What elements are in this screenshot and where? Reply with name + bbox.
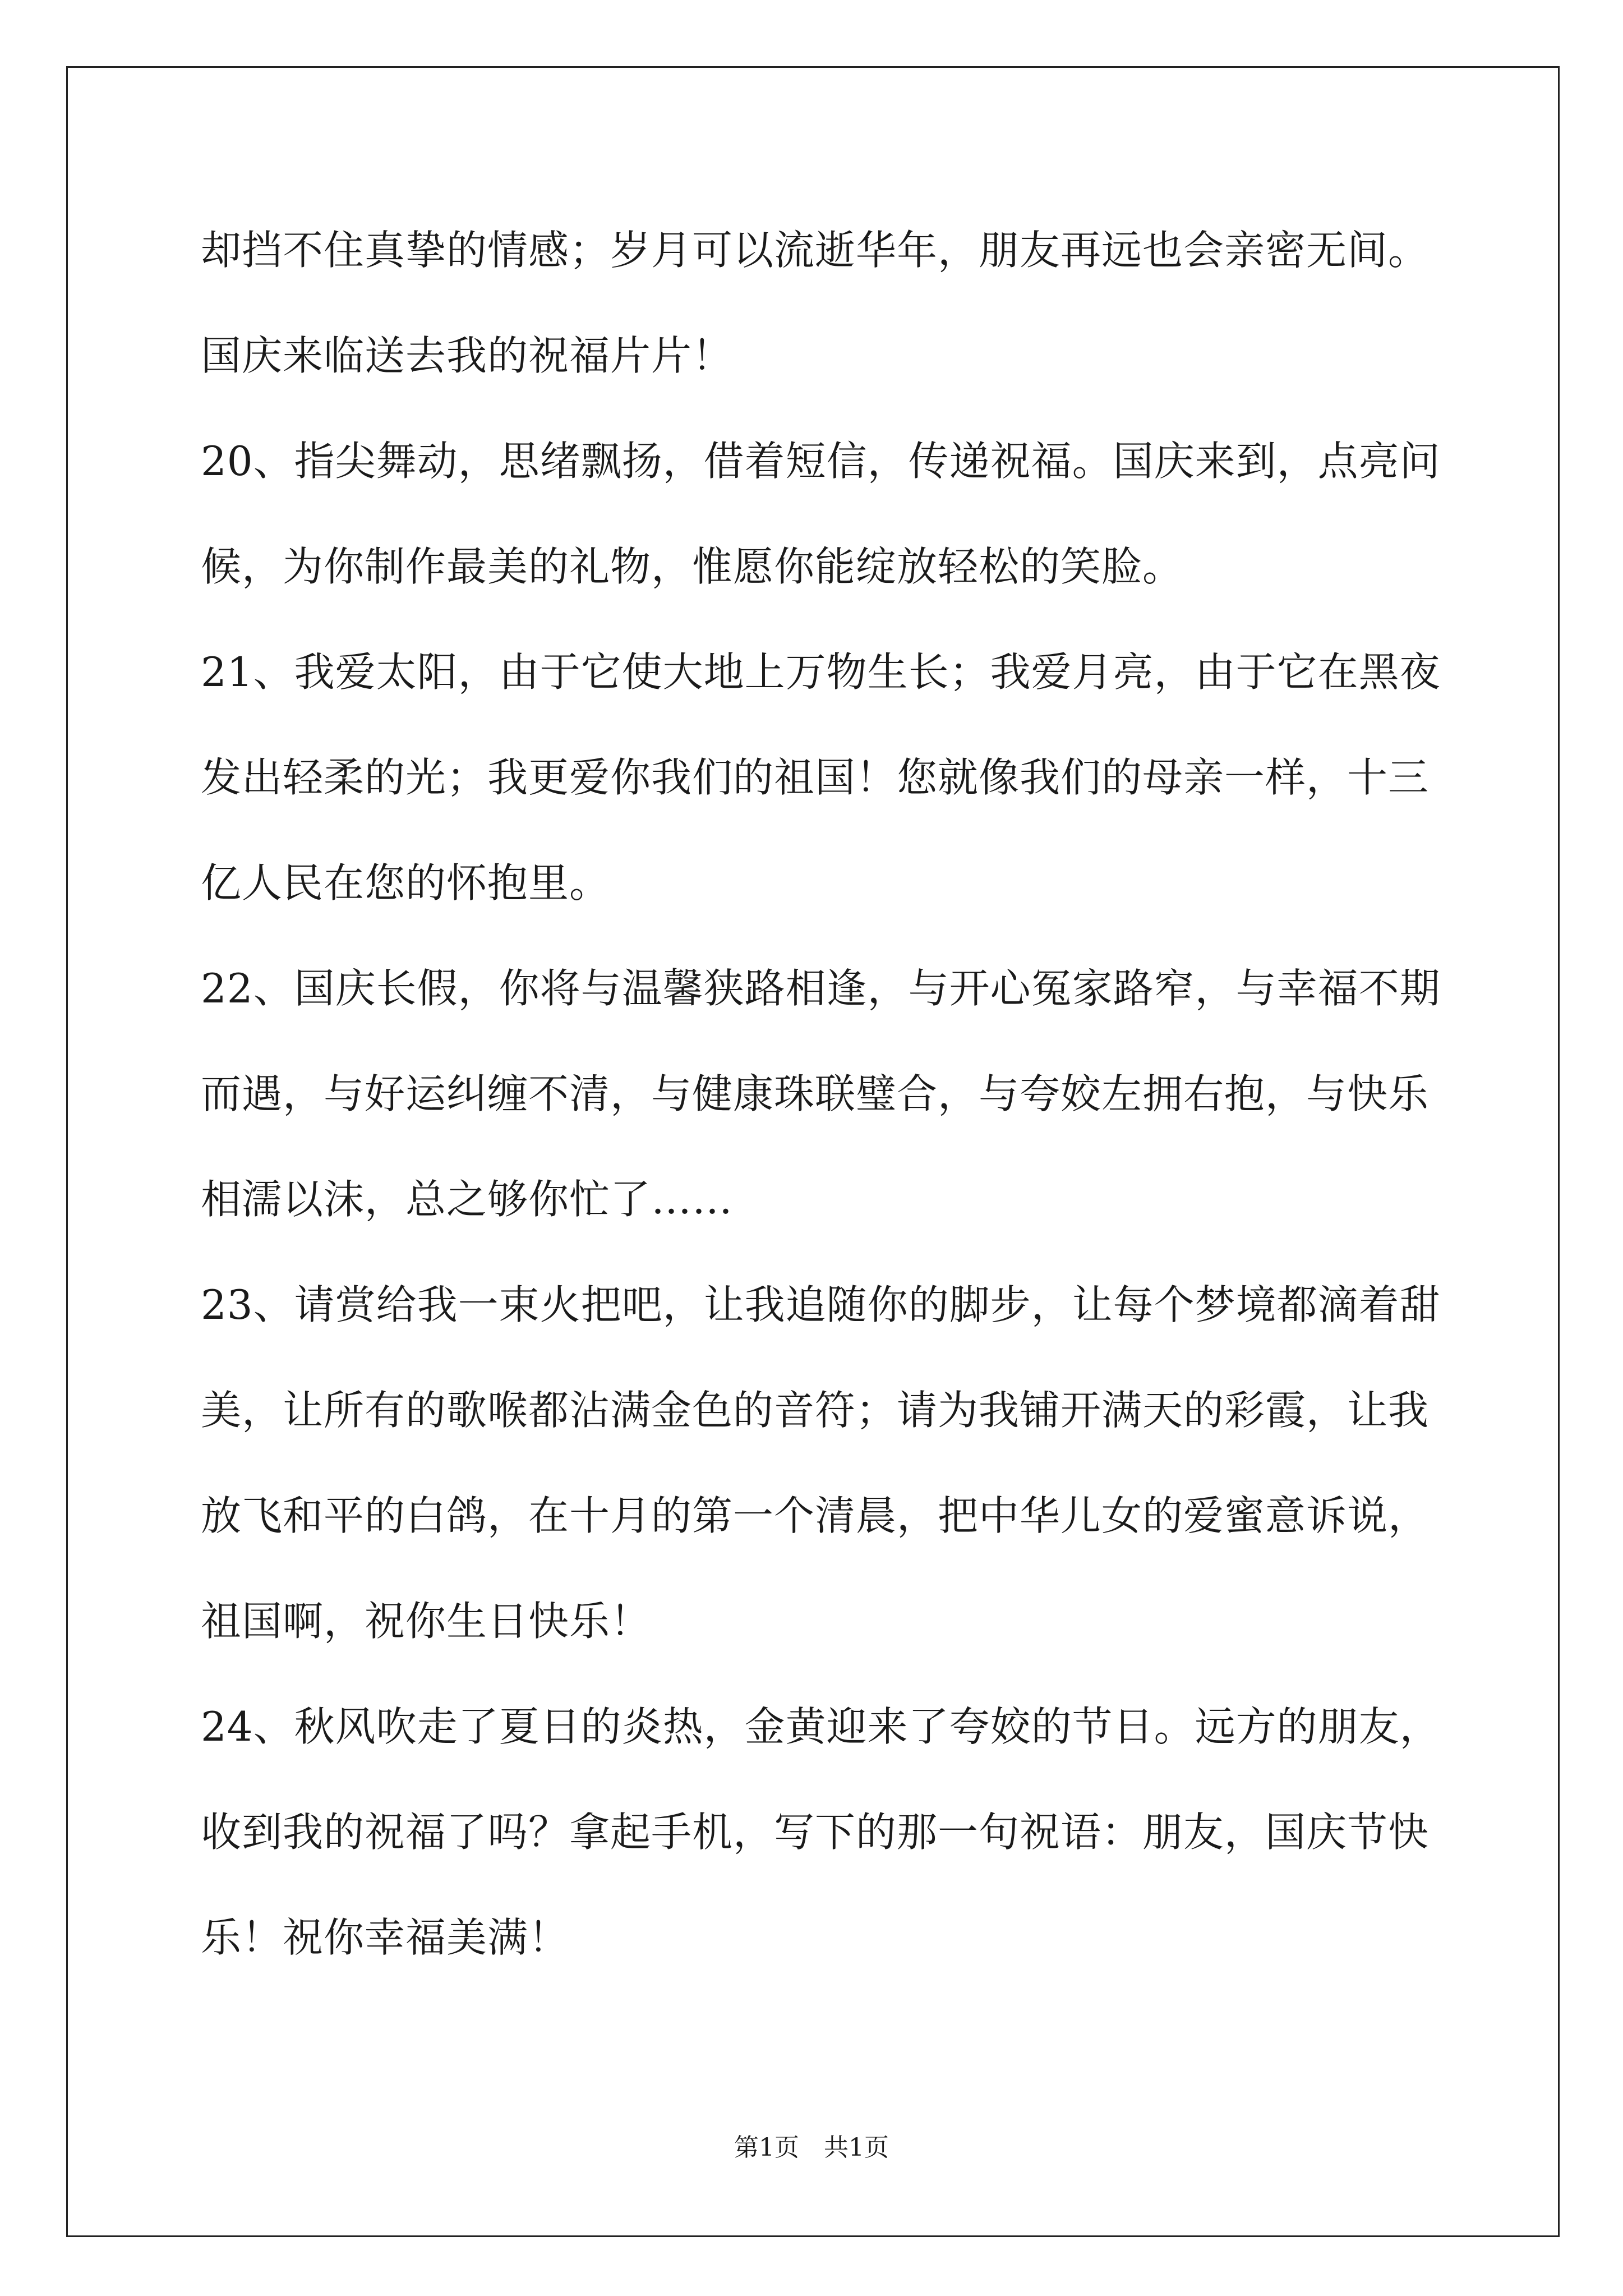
text-line-2: 国庆来临送去我的祝福片片！ — [201, 332, 734, 379]
text-line-6: 发出轻柔的光；我更爱你我们的祖国！您就像我们的母亲一样，十三 — [201, 754, 1430, 801]
page-number-footer: 第1页 共1页 — [734, 2133, 889, 2162]
text-line-17: 乐！祝你幸福美满！ — [201, 1914, 570, 1961]
text-line-4: 候，为你制作最美的礼物，惟愿你能绽放轻松的笑脸。 — [201, 543, 1184, 590]
text-line-12: 美，让所有的歌喉都沾满金色的音符；请为我铺开满天的彩霞，让我 — [201, 1387, 1430, 1434]
text-line-16: 收到我的祝福了吗？拿起手机，写下的那一句祝语：朋友，国庆节快 — [201, 1809, 1430, 1856]
text-line-3: 20、指尖舞动，思绪飘扬，借着短信，传递祝福。国庆来到，点亮问 — [201, 438, 1441, 485]
text-line-1: 却挡不住真挚的情感；岁月可以流逝华年，朋友再远也会亲密无间。 — [201, 227, 1430, 274]
page-border — [66, 66, 1560, 2237]
text-line-8: 22、国庆长假，你将与温馨狭路相逢，与开心冤家路窄，与幸福不期 — [201, 965, 1441, 1012]
text-line-7: 亿人民在您的怀抱里。 — [201, 859, 611, 907]
text-line-15: 24、秋风吹走了夏日的炎热，金黄迎来了夸姣的节日。远方的朋友， — [201, 1703, 1441, 1750]
text-line-5: 21、我爱太阳，由于它使大地上万物生长；我爱月亮，由于它在黑夜 — [201, 648, 1441, 696]
text-line-9: 而遇，与好运纠缠不清，与健康珠联璧合，与夸姣左拥右抱，与快乐 — [201, 1070, 1430, 1117]
text-line-13: 放飞和平的白鸽，在十月的第一个清晨，把中华儿女的爱蜜意诉说， — [201, 1492, 1430, 1539]
text-line-10: 相濡以沫，总之够你忙了…… — [201, 1176, 734, 1223]
text-line-14: 祖国啊，祝你生日快乐！ — [201, 1598, 652, 1645]
text-line-11: 23、请赏给我一束火把吧，让我追随你的脚步，让每个梦境都滴着甜 — [201, 1281, 1441, 1328]
